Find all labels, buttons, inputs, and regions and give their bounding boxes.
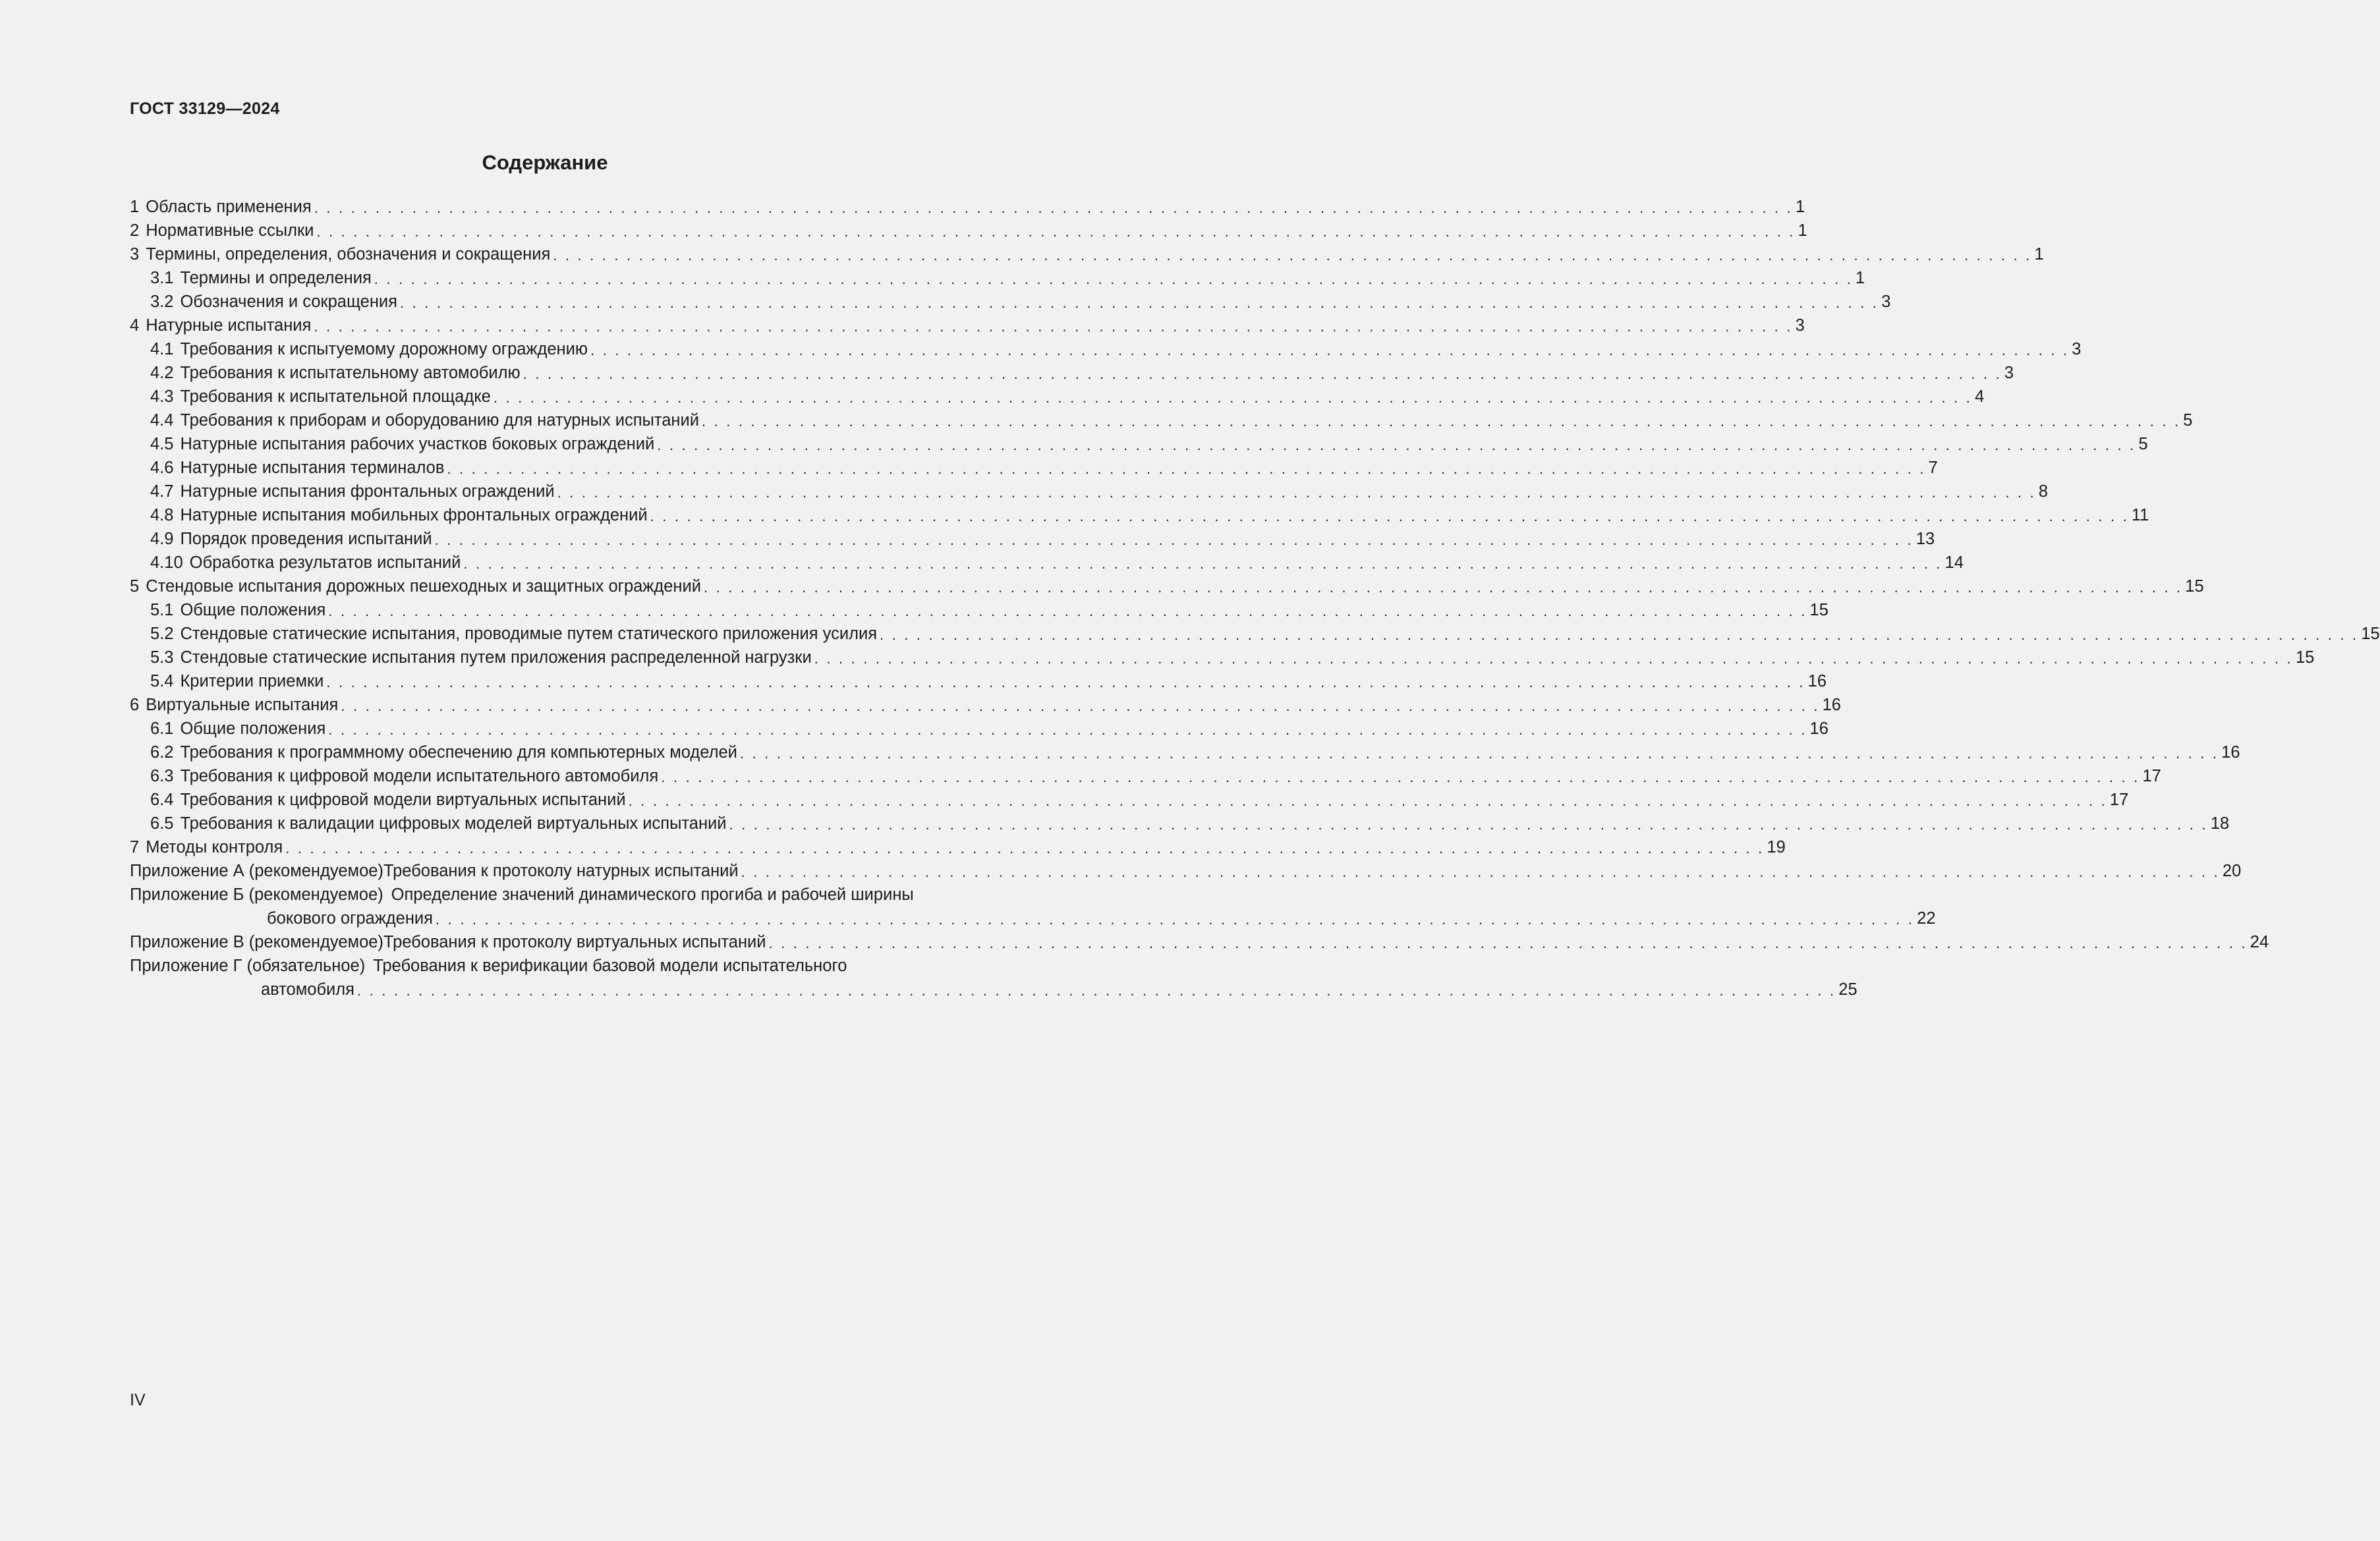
toc-entry-number: 5.4 — [150, 672, 174, 690]
toc-entry[interactable] — [130, 786, 2129, 810]
toc-entry-number: 4.4 — [150, 411, 174, 430]
toc-entry-page: 16 — [1807, 672, 1827, 690]
appendix-title: Определение значений динамического прогиба и рабочей ширины — [391, 885, 914, 904]
toc-entry[interactable] — [130, 620, 2380, 644]
toc-entry-number: 3.1 — [150, 269, 174, 287]
toc-entry-page: 3 — [2004, 364, 2014, 382]
toc-entry-number: 2 — [130, 221, 140, 240]
toc-entry-page: 1 — [1795, 198, 1805, 216]
toc-entry-page: 17 — [2142, 767, 2161, 785]
toc-entry-page: 5 — [2138, 435, 2148, 453]
toc-entry-number: 6.1 — [150, 719, 174, 738]
toc-entry-title: Требования к валидации цифровых моделей виртуальных испытаний — [180, 814, 727, 833]
appendix-title: Требования к верификации базовой модели испытательного — [373, 957, 847, 975]
toc-entry-page: 15 — [2361, 625, 2380, 643]
toc-entry[interactable] — [130, 217, 1807, 240]
toc-entry-number: 4 — [130, 316, 140, 335]
appendix-title-continued: бокового ограждения — [267, 909, 433, 928]
toc-leader-dots: . . . . . . . . . . . . . . . . . . . . . . . . . . . . . . . . . . . . . . . . . . . . . . . . . . . . . . . . . . . . . . . . . . . . . . . . . . . . . . . . . . . . . . . . . . . . . . . . . . . . . . . . . . . . . . . . . . . . . . . . . — [814, 650, 2293, 667]
toc-entry-title: Требования к испытуемому дорожному ограждению — [180, 340, 588, 358]
toc-entry-title: Требования к испытательной площадке — [180, 387, 491, 406]
toc-entry-title: Стендовые испытания дорожных пешеходных и защитных ограждений — [146, 577, 701, 596]
toc-entry-title: Натурные испытания мобильных фронтальных ограждений — [180, 506, 648, 524]
toc-entry-page: 3 — [1881, 293, 1891, 311]
toc-entry-number: 6.4 — [150, 791, 174, 809]
toc-leader-dots: . . . . . . . . . . . . . . . . . . . . . . . . . . . . . . . . . . . . . . . . . . . . . . . . . . . . . . . . . . . . . . . . . . . . . . . . . . . . . . . . . . . . . . . . . . . . . . . . . . . . . . . . . . . . . . . . . . . . . . . . . — [880, 627, 2359, 643]
toc-entry-title: Термины, определения, обозначения и сокращения — [146, 245, 551, 264]
toc-entry-number: 4.5 — [150, 435, 174, 453]
toc-entry[interactable] — [130, 312, 1805, 335]
toc-entry-title: Обозначения и сокращения — [180, 293, 397, 311]
toc-entry-number: 6.3 — [150, 767, 174, 785]
toc-entry-title: Общие положения — [180, 601, 326, 619]
toc-entry-number: 3 — [130, 245, 140, 264]
toc-leader-dots: . . . . . . . . . . . . . . . . . . . . . . . . . . . . . . . . . . . . . . . . . . . . . . . . . . . . . . . . . . . . . . . . . . . . . . . . . . . . . . . . . . . . . . . . . . . . . . . . . . . . . . . . . . . . . . . . . . . . . . . . . — [314, 200, 1793, 216]
toc-entry-title: Натурные испытания фронтальных ограждений — [180, 482, 555, 501]
toc-entry-page: 17 — [2109, 791, 2129, 809]
toc-entry-number: 4.3 — [150, 387, 174, 406]
toc-leader-dots: . . . . . . . . . . . . . . . . . . . . . . . . . . . . . . . . . . . . . . . . . . . . . . . . . . . . . . . . . . . . . . . . . . . . . . . . . . . . . . . . . . . . . . . . . . . . . . . . . . . . . . . . . . . . . . . . . . . . . . . . . — [399, 294, 1879, 311]
toc-entry[interactable] — [130, 525, 1935, 549]
toc-entry-page: 15 — [2295, 648, 2315, 667]
toc-entry-title: Натурные испытания — [146, 316, 312, 335]
toc-entry[interactable] — [130, 644, 2315, 667]
toc-entry[interactable] — [130, 667, 1827, 691]
page-number: IV — [130, 1391, 146, 1409]
appendix-title: Требования к протоколу натурных испытаний — [383, 862, 739, 880]
toc-leader-dots: . . . . . . . . . . . . . . . . . . . . . . . . . . . . . . . . . . . . . . . . . . . . . . . . . . . . . . . . . . . . . . . . . . . . . . . . . . . . . . . . . . . . . . . . . . . . . . . . . . . . . . . . . . . . . . . . . . . . . . . . . — [628, 793, 2107, 809]
toc-entry-number: 7 — [130, 838, 140, 856]
toc-entry[interactable] — [130, 406, 2193, 430]
toc-leader-dots: . . . . . . . . . . . . . . . . . . . . . . . . . . . . . . . . . . . . . . . . . . . . . . . . . . . . . . . . . . . . . . . . . . . . . . . . . . . . . . . . . . . . . . . . . . . . . . . . . . . . . . . . . . . . . . . . . . . . . . . . . — [285, 840, 1765, 856]
toc-entry-title: Методы контроля — [146, 838, 283, 856]
toc-entry-page: 16 — [2221, 743, 2240, 762]
appendix-label: Приложение Г (обязательное) — [130, 957, 366, 975]
appendix-entry[interactable] — [130, 881, 1012, 905]
toc-entry-number: 4.7 — [150, 482, 174, 501]
toc-entry-title: Нормативные ссылки — [146, 221, 314, 240]
toc-entry-number: 4.1 — [150, 340, 174, 358]
toc-entry-number: 5.3 — [150, 648, 174, 667]
appendix-entry[interactable] — [130, 857, 2242, 881]
toc-entry-title: Термины и определения — [180, 269, 372, 287]
toc-leader-dots: . . . . . . . . . . . . . . . . . . . . . . . . . . . . . . . . . . . . . . . . . . . . . . . . . . . . . . . . . . . . . . . . . . . . . . . . . . . . . . . . . . . . . . . . . . . . . . . . . . . . . . . . . . . . . . . . . . . . . . . . . — [590, 342, 2070, 358]
toc-entry-title: Требования к цифровой модели виртуальных испытаний — [180, 791, 626, 809]
toc-entry-title: Критерии приемки — [180, 672, 324, 690]
toc-entry-page: 15 — [2185, 577, 2204, 596]
toc-entry-number: 6.5 — [150, 814, 174, 833]
toc-entry-title: Общие положения — [180, 719, 326, 738]
toc-entry-page: 7 — [1928, 459, 1938, 477]
toc-entry-page: 13 — [1915, 530, 1935, 548]
toc-entry-page: 16 — [1809, 719, 1828, 738]
table-of-contents — [130, 193, 2380, 999]
toc-entry[interactable] — [130, 501, 2149, 525]
toc-entry-title: Натурные испытания рабочих участков боковых ограждений — [180, 435, 655, 453]
toc-leader-dots: . . . . . . . . . . . . . . . . . . . . . . . . . . . . . . . . . . . . . . . . . . . . . . . . . . . . . . . . . . . . . . . . . . . . . . . . . . . . . . . . . . . . . . . . . . . . . . . . . . . . . . . . . . . . . . . . . . . . . . . . . — [704, 579, 2183, 596]
toc-entry[interactable] — [130, 383, 1985, 406]
toc-entry[interactable] — [130, 335, 2082, 359]
toc-leader-dots: . . . . . . . . . . . . . . . . . . . . . . . . . . . . . . . . . . . . . . . . . . . . . . . . . . . . . . . . . . . . . . . . . . . . . . . . . . . . . . . . . . . . . . . . . . . . . . . . . . . . . . . . . . . . . . . . . . . . . . . . . — [557, 484, 2036, 501]
toc-entry-page: 14 — [1944, 553, 1964, 572]
toc-leader-dots: . . . . . . . . . . . . . . . . . . . . . . . . . . . . . . . . . . . . . . . . . . . . . . . . . . . . . . . . . . . . . . . . . . . . . . . . . . . . . . . . . . . . . . . . . . . . . . . . . . . . . . . . . . . . . . . . . . . . . . . . . — [729, 816, 2208, 833]
toc-entry-number: 4.6 — [150, 459, 174, 477]
toc-leader-dots: . . . . . . . . . . . . . . . . . . . . . . . . . . . . . . . . . . . . . . . . . . . . . . . . . . . . . . . . . . . . . . . . . . . . . . . . . . . . . . . . . . . . . . . . . . . . . . . . . . . . . . . . . . . . . . . . . . . . . . . . . — [357, 982, 1836, 999]
toc-leader-dots: . . . . . . . . . . . . . . . . . . . . . . . . . . . . . . . . . . . . . . . . . . . . . . . . . . . . . . . . . . . . . . . . . . . . . . . . . . . . . . . . . . . . . . . . . . . . . . . . . . . . . . . . . . . . . . . . . . . . . . . . . — [314, 318, 1793, 335]
toc-entry[interactable] — [130, 430, 2148, 454]
toc-entry-page: 11 — [2131, 506, 2149, 524]
toc-entry-title: Стендовые статические испытания путем приложения распределенной нагрузки — [180, 648, 812, 667]
toc-entry-title: Стендовые статические испытания, проводимые путем статического приложения усилия — [180, 625, 878, 643]
toc-entry-page: 1 — [2034, 245, 2044, 264]
toc-leader-dots: . . . . . . . . . . . . . . . . . . . . . . . . . . . . . . . . . . . . . . . . . . . . . . . . . . . . . . . . . . . . . . . . . . . . . . . . . . . . . . . . . . . . . . . . . . . . . . . . . . . . . . . . . . . . . . . . . . . . . . . . . — [328, 603, 1807, 619]
toc-entry-title: Требования к приборам и оборудованию для натурных испытаний — [180, 411, 699, 430]
toc-leader-dots: . . . . . . . . . . . . . . . . . . . . . . . . . . . . . . . . . . . . . . . . . . . . . . . . . . . . . . . . . . . . . . . . . . . . . . . . . . . . . . . . . . . . . . . . . . . . . . . . . . . . . . . . . . . . . . . . . . . . . . . . . — [326, 674, 1805, 690]
toc-entry[interactable] — [130, 264, 1865, 288]
toc-leader-dots: . . . . . . . . . . . . . . . . . . . . . . . . . . . . . . . . . . . . . . . . . . . . . . . . . . . . . . . . . . . . . . . . . . . . . . . . . . . . . . . . . . . . . . . . . . . . . . . . . . . . . . . . . . . . . . . . . . . . . . . . . — [739, 745, 2219, 762]
toc-entry-page: 25 — [1838, 980, 1857, 999]
appendix-entry-continued[interactable] — [130, 976, 1857, 999]
toc-leader-dots: . . . . . . . . . . . . . . . . . . . . . . . . . . . . . . . . . . . . . . . . . . . . . . . . . . . . . . . . . . . . . . . . . . . . . . . . . . . . . . . . . . . . . . . . . . . . . . . . . . . . . . . . . . . . . . . . . . . . . . . . . — [702, 413, 2181, 430]
appendix-entry-continued[interactable] — [130, 905, 1936, 928]
toc-entry[interactable] — [130, 193, 1805, 217]
toc-entry-number: 1 — [130, 198, 140, 216]
toc-entry[interactable] — [130, 549, 1964, 573]
toc-leader-dots: . . . . . . . . . . . . . . . . . . . . . . . . . . . . . . . . . . . . . . . . . . . . . . . . . . . . . . . . . . . . . . . . . . . . . . . . . . . . . . . . . . . . . . . . . . . . . . . . . . . . . . . . . . . . . . . . . . . . . . . . . — [463, 555, 1942, 572]
toc-entry[interactable] — [130, 739, 2240, 762]
toc-entry-page: 15 — [1809, 601, 1828, 619]
toc-entry-number: 6 — [130, 696, 140, 714]
toc-leader-dots: . . . . . . . . . . . . . . . . . . . . . . . . . . . . . . . . . . . . . . . . . . . . . . . . . . . . . . . . . . . . . . . . . . . . . . . . . . . . . . . . . . . . . . . . . . . . . . . . . . . . . . . . . . . . . . . . . . . . . . . . . — [341, 698, 1820, 714]
toc-entry-number: 6.2 — [150, 743, 174, 762]
toc-entry-page: 22 — [1917, 909, 1936, 928]
toc-entry[interactable] — [130, 691, 1841, 715]
toc-leader-dots: . . . . . . . . . . . . . . . . . . . . . . . . . . . . . . . . . . . . . . . . . . . . . . . . . . . . . . . . . . . . . . . . . . . . . . . . . . . . . . . . . . . . . . . . . . . . . . . . . . . . . . . . . . . . . . . . . . . . . . . . . — [374, 271, 1854, 287]
toc-leader-dots: . . . . . . . . . . . . . . . . . . . . . . . . . . . . . . . . . . . . . . . . . . . . . . . . . . . . . . . . . . . . . . . . . . . . . . . . . . . . . . . . . . . . . . . . . . . . . . . . . . . . . . . . . . . . . . . . . . . . . . . . . — [523, 366, 2002, 382]
toc-leader-dots: . . . . . . . . . . . . . . . . . . . . . . . . . . . . . . . . . . . . . . . . . . . . . . . . . . . . . . . . . . . . . . . . . . . . . . . . . . . . . . . . . . . . . . . . . . . . . . . . . . . . . . . . . . . . . . . . . . . . . . . . . — [434, 532, 1913, 548]
toc-entry-page: 1 — [1856, 269, 1865, 287]
toc-entry-number: 5.1 — [150, 601, 174, 619]
toc-title: Содержание — [482, 151, 608, 174]
toc-entry-title: Требования к программному обеспечению для компьютерных моделей — [180, 743, 737, 762]
toc-leader-dots: . . . . . . . . . . . . . . . . . . . . . . . . . . . . . . . . . . . . . . . . . . . . . . . . . . . . . . . . . . . . . . . . . . . . . . . . . . . . . . . . . . . . . . . . . . . . . . . . . . . . . . . . . . . . . . . . . . . . . . . . . — [661, 769, 2140, 785]
toc-entry-title: Порядок проведения испытаний — [180, 530, 432, 548]
toc-leader-dots: . . . . . . . . . . . . . . . . . . . . . . . . . . . . . . . . . . . . . . . . . . . . . . . . . . . . . . . . . . . . . . . . . . . . . . . . . . . . . . . . . . . . . . . . . . . . . . . . . . . . . . . . . . . . . . . . . . . . . . . . . — [650, 508, 2129, 524]
toc-leader-dots: . . . . . . . . . . . . . . . . . . . . . . . . . . . . . . . . . . . . . . . . . . . . . . . . . . . . . . . . . . . . . . . . . . . . . . . . . . . . . . . . . . . . . . . . . . . . . . . . . . . . . . . . . . . . . . . . . . . . . . . . . — [435, 911, 1915, 928]
toc-leader-dots: . . . . . . . . . . . . . . . . . . . . . . . . . . . . . . . . . . . . . . . . . . . . . . . . . . . . . . . . . . . . . . . . . . . . . . . . . . . . . . . . . . . . . . . . . . . . . . . . . . . . . . . . . . . . . . . . . . . . . . . . . — [768, 935, 2248, 951]
toc-entry[interactable] — [130, 478, 2049, 501]
toc-entry-title: Область применения — [146, 198, 312, 216]
toc-entry-page: 24 — [2250, 933, 2269, 951]
toc-entry[interactable] — [130, 715, 1828, 739]
toc-entry-page: 16 — [1822, 696, 1841, 714]
appendix-entry[interactable] — [130, 928, 2269, 952]
toc-entry-number: 4.2 — [150, 364, 174, 382]
toc-entry[interactable] — [130, 454, 1938, 478]
appendix-title: Требования к протоколу виртуальных испытаний — [383, 933, 766, 951]
toc-entry-page: 1 — [1798, 221, 1807, 240]
toc-leader-dots: . . . . . . . . . . . . . . . . . . . . . . . . . . . . . . . . . . . . . . . . . . . . . . . . . . . . . . . . . . . . . . . . . . . . . . . . . . . . . . . . . . . . . . . . . . . . . . . . . . . . . . . . . . . . . . . . . . . . . . . . . — [493, 389, 1973, 406]
toc-entry[interactable] — [130, 810, 2230, 833]
toc-entry[interactable] — [130, 762, 2161, 786]
toc-entry-page: 4 — [1975, 387, 1985, 406]
appendix-entry[interactable] — [130, 952, 1012, 976]
toc-entry-number: 3.2 — [150, 293, 174, 311]
toc-entry-page: 20 — [2222, 862, 2242, 880]
toc-entry[interactable] — [130, 573, 2204, 596]
toc-entry-title: Требования к испытательному автомобилю — [180, 364, 521, 382]
toc-entry-number: 4.9 — [150, 530, 174, 548]
toc-leader-dots: . . . . . . . . . . . . . . . . . . . . . . . . . . . . . . . . . . . . . . . . . . . . . . . . . . . . . . . . . . . . . . . . . . . . . . . . . . . . . . . . . . . . . . . . . . . . . . . . . . . . . . . . . . . . . . . . . . . . . . . . . — [447, 461, 1926, 477]
toc-entry-number: 4.8 — [150, 506, 174, 524]
toc-entry-title: Требования к цифровой модели испытательного автомобиля — [180, 767, 659, 785]
appendix-label: Приложение В (рекомендуемое) — [130, 933, 383, 951]
toc-entry-page: 3 — [1795, 316, 1805, 335]
toc-entry[interactable] — [130, 596, 1828, 620]
toc-entry-page: 19 — [1767, 838, 1786, 856]
document-header: ГОСТ 33129—2024 — [130, 99, 280, 118]
toc-entry[interactable] — [130, 833, 1786, 857]
appendix-label: Приложение А (рекомендуемое) — [130, 862, 383, 880]
toc-entry-title: Обработка результатов испытаний — [189, 553, 461, 572]
toc-leader-dots: . . . . . . . . . . . . . . . . . . . . . . . . . . . . . . . . . . . . . . . . . . . . . . . . . . . . . . . . . . . . . . . . . . . . . . . . . . . . . . . . . . . . . . . . . . . . . . . . . . . . . . . . . . . . . . . . . . . . . . . . . — [553, 247, 2032, 264]
toc-entry-title: Натурные испытания терминалов — [180, 459, 445, 477]
toc-entry-number: 5.2 — [150, 625, 174, 643]
toc-entry-page: 18 — [2210, 814, 2230, 833]
toc-entry-page: 8 — [2038, 482, 2049, 501]
toc-entry-title: Виртуальные испытания — [146, 696, 339, 714]
toc-entry-number: 4.10 — [150, 553, 183, 572]
toc-entry[interactable] — [130, 288, 1891, 312]
toc-entry-number: 5 — [130, 577, 140, 596]
toc-leader-dots: . . . . . . . . . . . . . . . . . . . . . . . . . . . . . . . . . . . . . . . . . . . . . . . . . . . . . . . . . . . . . . . . . . . . . . . . . . . . . . . . . . . . . . . . . . . . . . . . . . . . . . . . . . . . . . . . . . . . . . . . . — [316, 223, 1796, 240]
appendix-label: Приложение Б (рекомендуемое) — [130, 885, 383, 904]
toc-leader-dots: . . . . . . . . . . . . . . . . . . . . . . . . . . . . . . . . . . . . . . . . . . . . . . . . . . . . . . . . . . . . . . . . . . . . . . . . . . . . . . . . . . . . . . . . . . . . . . . . . . . . . . . . . . . . . . . . . . . . . . . . . — [741, 864, 2220, 880]
toc-entry-page: 3 — [2072, 340, 2082, 358]
toc-leader-dots: . . . . . . . . . . . . . . . . . . . . . . . . . . . . . . . . . . . . . . . . . . . . . . . . . . . . . . . . . . . . . . . . . . . . . . . . . . . . . . . . . . . . . . . . . . . . . . . . . . . . . . . . . . . . . . . . . . . . . . . . . — [328, 721, 1807, 738]
toc-entry-page: 5 — [2183, 411, 2193, 430]
toc-entry[interactable] — [130, 359, 2014, 383]
appendix-title-continued: автомобиля — [261, 980, 354, 999]
toc-leader-dots: . . . . . . . . . . . . . . . . . . . . . . . . . . . . . . . . . . . . . . . . . . . . . . . . . . . . . . . . . . . . . . . . . . . . . . . . . . . . . . . . . . . . . . . . . . . . . . . . . . . . . . . . . . . . . . . . . . . . . . . . . — [657, 437, 2136, 453]
toc-entry[interactable] — [130, 240, 2044, 264]
